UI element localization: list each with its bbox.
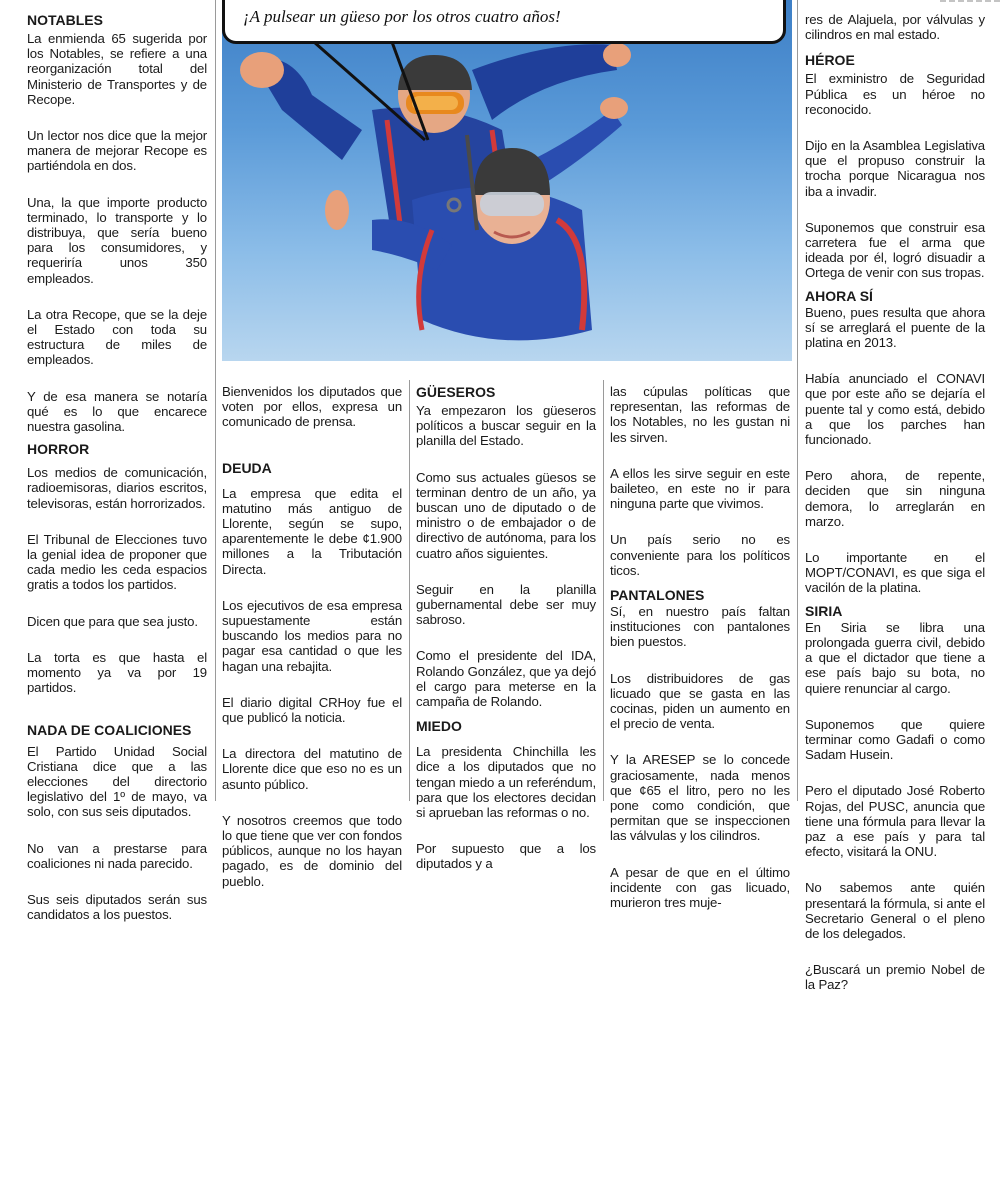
column-divider — [603, 380, 604, 801]
paragraph: res de Alajuela, por válvulas y cilindros en mal estado. — [805, 12, 985, 43]
paragraph: A ellos les sirve seguir en este baileteo, en este no ir para ninguna parte que vivimos. — [610, 465, 790, 512]
paragraph: Dicen que para que sea justo. — [27, 613, 198, 629]
paragraph: Por supuesto que a los diputados y a — [416, 841, 596, 872]
paragraph: Ya empezaron los güeseros políticos a buscar seguir en la planilla del Estado. — [416, 403, 596, 449]
heading-deuda: DEUDA — [222, 459, 272, 476]
heading-miedo: MIEDO — [416, 718, 462, 735]
heading-notables: NOTABLES — [27, 12, 103, 28]
column-4 — [610, 384, 790, 1185]
column-divider — [797, 0, 798, 801]
paragraph: Una, la que importe producto terminado, lo transporte y lo distribuya, que sería bueno para los consumidores, y requeriría unos 350 empleados. — [27, 194, 207, 286]
paragraph: Había anunciado el CONAVI que por este año se dejaría el puente tal y como está, debido a que los parches han funcionado. — [805, 371, 985, 448]
paragraph: Y de esa manera se notaría qué es lo que encarece nuestra gasolina. — [27, 388, 207, 435]
column-2 — [222, 384, 402, 1185]
heading-gueseros: GÜESEROS — [416, 384, 496, 400]
paragraph: Como el presidente del IDA, Rolando González, que ya dejó el cargo para meterse en la campaña de Rolando. — [416, 648, 596, 710]
paragraph: La directora del matutino de Llorente dice que eso no es un asunto público. — [222, 746, 402, 792]
paragraph: las cúpulas políticas que representan, las reformas de los Notables, no les gustan ni les sirven. — [610, 384, 790, 445]
paragraph: Los medios de comunicación, radioemisoras, diarios escritos, televisoras, están horrorizados. — [27, 465, 207, 511]
heading-ahora-si: AHORA SÍ — [805, 287, 873, 304]
paragraph: Pero el diputado José Roberto Rojas, del PUSC, anuncia que tiene una fórmula para llevar la paz a ese país y para tal efecto, visitará la ONU. — [805, 783, 985, 860]
column-divider — [215, 0, 216, 801]
paragraph: Sus seis diputados serán sus candidatos a los puestos. — [27, 891, 207, 923]
paragraph: Suponemos que quiere terminar como Gadafi o como Sadam Husein. — [805, 716, 985, 763]
paragraph: Seguir en la planilla gubernamental debe ser muy sabroso. — [416, 581, 596, 628]
paragraph: Los ejecutivos de esa empresa supuestamente están buscando los medios para no pagar esa cantidad o que les hagan una rebajita. — [222, 597, 402, 674]
column-1 — [27, 12, 207, 923]
column-3 — [416, 384, 596, 1185]
column-5 — [805, 12, 985, 993]
paragraph: Un país serio no es conveniente para los políticos ticos. — [610, 532, 790, 578]
paragraph: Como sus actuales güesos se terminan dentro de un año, ya buscan uno de diputado o de ministro o de embajador o de directivo de autónoma, para los cuatro años siguientes. — [416, 469, 596, 561]
heading-heroe: HÉROE — [805, 52, 855, 69]
heading-siria: SIRIA — [805, 602, 843, 619]
paragraph: No van a prestarse para coaliciones ni nada parecido. — [27, 840, 207, 871]
paragraph: En Siria se libra una prolongada guerra civil, debido a que el dictador que tiene a ese país bajo su bota, no quiere renunciar al cargo. — [805, 619, 985, 696]
paragraph: La presidenta Chinchilla les dice a los diputados que no tengan miedo a un referéndum, para que los electores decidan si aprueban las reformas o no. — [416, 744, 596, 821]
paragraph: La otra Recope, que se la deje el Estado con toda su estructura de miles de empleados. — [27, 306, 207, 368]
paragraph: No sabemos ante quién presentará la fórmula, si ante el Secretario General o el pleno de los delegados. — [805, 880, 985, 941]
paragraph: Y la ARESEP se lo concede graciosamente, nada menos que ¢65 el litro, pero no les pone como condición, que permitan que se inspeccionen las válvulas y los cilindros. — [610, 752, 790, 844]
speech-bubble-text: ¡A pulsear un güeso por los otros cuatro años! — [243, 7, 561, 26]
paragraph: Un lector nos dice que la mejor manera de mejorar Recope es partiéndola en dos. — [27, 128, 207, 174]
heading-nada-de-coaliciones: NADA DE COALICIONES — [27, 721, 192, 738]
paragraph: Los distribuidores de gas licuado que se gasta en las cocinas, piden un aumento en el precio de venta. — [610, 670, 790, 732]
paragraph: La empresa que edita el matutino más antiguo de Llorente, según se supo, aparentemente le debe ¢1.900 millones a la Tributación Directa. — [222, 485, 402, 577]
paragraph: ¿Buscará un premio Nobel de la Paz? — [805, 962, 985, 993]
paragraph: El diario digital CRHoy fue el que publicó la noticia. — [222, 694, 402, 726]
paragraph: Dijo en la Asamblea Legislativa que el propuso construir la trocha porque Nicaragua nos iba a invadir. — [805, 138, 985, 199]
corner-mark — [940, 0, 1000, 2]
paragraph: Bueno, pues resulta que ahora sí se arreglará el puente de la platina en 2013. — [805, 304, 985, 351]
paragraph: Y nosotros creemos que todo lo que tiene que ver con fondos públicos, aunque no los hayan pagado, es de dominio del pueblo. — [222, 812, 402, 889]
paragraph: Sí, en nuestro país faltan instituciones con pantalones bien puestos. — [610, 604, 790, 650]
heading-pantalones: PANTALONES — [610, 587, 705, 604]
paragraph: Bienvenidos los diputados que voten por ellos, expresa un comunicado de prensa. — [222, 384, 402, 430]
paragraph: A pesar de que en el último incidente con gas licuado, murieron tres muje- — [610, 864, 790, 911]
column-divider — [409, 380, 410, 801]
speech-bubble — [222, 0, 786, 44]
paragraph: El exministro de Seguridad Pública es un héroe no reconocido. — [805, 71, 985, 117]
paragraph: Suponemos que construir esa carretera fue el arma que ideada por él, logró disuadir a Ortega de venir con sus tropas. — [805, 219, 985, 281]
speech-bubble-pointer — [300, 40, 450, 150]
paragraph: La torta es que hasta el momento ya va por 19 partidos. — [27, 649, 207, 696]
paragraph: Lo importante en el MOPT/CONAVI, es que siga el vacilón de la platina. — [805, 550, 985, 596]
paragraph: La enmienda 65 sugerida por los Notables, se refiere a una reorganización total del Ministerio de Transportes y de Recope. — [27, 31, 207, 107]
paragraph: El Partido Unidad Social Cristiana dice que a las elecciones del directorio legislativo del 1º de mayo, va solo, con sus seis diputados. — [27, 743, 207, 820]
heading-horror: HORROR — [27, 441, 90, 458]
paragraph: El Tribunal de Elecciones tuvo la genial idea de proponer que cada medio les ceda espacios gratis a todos los partidos. — [27, 531, 207, 593]
paragraph: Pero ahora, de repente, deciden que sin ninguna demora, lo arreglarán en marzo. — [805, 468, 985, 529]
